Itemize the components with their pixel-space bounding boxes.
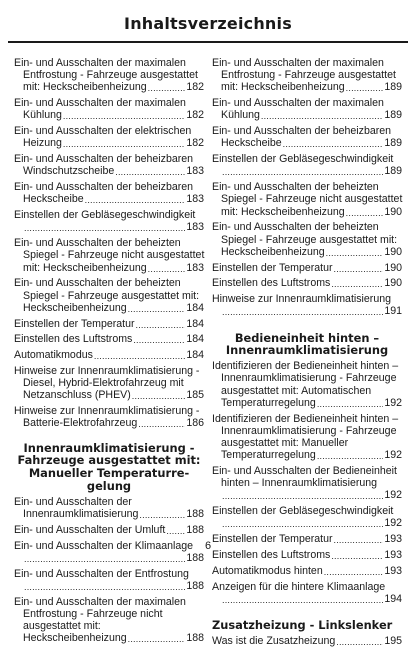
toc-entry-text: Ein- und Ausschalten der beheizten: [14, 277, 181, 290]
toc-page-number: 183: [186, 221, 204, 234]
toc-entry-text: Automatikmodus: [14, 349, 93, 362]
dot-leader: [261, 113, 383, 122]
toc-page-number: 182: [186, 137, 204, 150]
toc-page-number: 188: [186, 579, 204, 592]
toc-entry-text: Entfrostung - Fahrzeuge ausgestattet: [221, 69, 396, 82]
toc-entry[interactable]: [14, 153, 204, 177]
toc-page-number: 190: [384, 205, 402, 218]
toc-entry[interactable]: [14, 568, 204, 592]
toc-page-number: 188: [186, 523, 204, 536]
toc-page-number: 188: [186, 551, 204, 564]
toc-entry[interactable]: [212, 97, 402, 121]
section-heading-manual-climate: Innenraumklimatisierung - Fahrzeuge ausgestattet mit: Manueller Temperaturre-gelung: [17, 440, 201, 493]
dot-leader: [132, 393, 186, 402]
toc-entry-text: mit: Heckscheibenheizung: [23, 261, 147, 274]
toc-page-number: 190: [384, 245, 402, 258]
toc-entry-text: Netzanschluss (PHEV): [23, 389, 131, 402]
dot-leader: [85, 197, 186, 206]
toc-entry-text: Heckscheibe: [23, 193, 84, 206]
toc-entry-text: Ein- und Ausschalten der beheizbaren: [212, 125, 392, 138]
toc-entry[interactable]: [212, 57, 402, 94]
toc-page-number: 182: [186, 81, 204, 94]
toc-entry[interactable]: [14, 524, 204, 536]
toc-page-number: 193: [384, 564, 402, 577]
toc-entry-text: Innenraumklimatisierung - Fahrzeuge: [221, 372, 397, 385]
toc-page-number: 184: [186, 317, 204, 330]
toc-page-number: 192: [384, 517, 402, 530]
toc-page-number: 194: [384, 592, 402, 605]
toc-page-number: 193: [384, 533, 402, 546]
dot-leader: [336, 638, 383, 647]
page-number: 6: [204, 540, 212, 552]
toc-entry-text: Entfrostung - Fahrzeuge ausgestattet: [23, 69, 198, 82]
toc-entry[interactable]: [14, 57, 204, 94]
toc-page-number: 185: [186, 389, 204, 402]
toc-group-left-b: [14, 496, 204, 645]
toc-entry[interactable]: [14, 97, 204, 121]
toc-entry-text: Ein- und Ausschalten der beheizbaren: [14, 181, 194, 194]
toc-page-number: 189: [384, 165, 402, 178]
toc-entry-text: Ein- und Ausschalten der Klimaanlage: [14, 539, 194, 552]
toc-entry[interactable]: [14, 125, 204, 149]
toc-entry-text: Innenraumklimatisierung - Fahrzeuge: [221, 424, 397, 437]
toc-page-number: 189: [384, 81, 402, 94]
dot-leader: [222, 309, 383, 318]
toc-entry-text: Einstellen des Luftstroms: [212, 549, 331, 562]
toc-entry-text: Heckscheibe: [221, 137, 282, 150]
toc-page-number: 195: [384, 634, 402, 647]
toc-entry-text: Kühlung: [23, 109, 62, 122]
toc-entry-text: Ein- und Ausschalten der beheizten: [212, 221, 379, 234]
toc-page-number: 188: [186, 508, 204, 520]
toc-entry-text: Einstellen des Luftstroms: [212, 277, 331, 290]
toc-page-number: 186: [186, 417, 204, 430]
toc-page-number: 184: [186, 301, 204, 314]
dot-leader: [222, 596, 383, 605]
dot-leader: [326, 249, 384, 258]
toc-entry-text: Ein- und Ausschalten der maximalen: [14, 97, 186, 110]
toc-entry[interactable]: [212, 465, 402, 502]
toc-entry-text: Innenraumklimatisierung: [23, 508, 139, 520]
dot-leader: [222, 521, 383, 530]
toc-entry-text: Ein- und Ausschalten der maximalen: [212, 57, 384, 69]
toc-entry-text: Identifizieren der Bedieneinheit hinten –: [212, 412, 399, 425]
toc-entry-text: Entfrostung - Fahrzeuge nicht: [23, 607, 163, 620]
dot-leader: [128, 635, 186, 644]
toc-entry[interactable]: [14, 277, 204, 314]
toc-entry[interactable]: [212, 153, 402, 177]
toc-entry-text: Ein- und Ausschalten der Bedieneinheit: [212, 465, 397, 478]
dot-leader: [136, 321, 186, 330]
toc-entry-text: Ein- und Ausschalten der Entfrostung: [14, 567, 189, 580]
section-heading-rear-climate: Bedieneinheit hinten – Innenraumklimatisierung: [225, 330, 389, 358]
dot-leader: [346, 85, 384, 94]
title-rule: [8, 41, 408, 43]
toc-entry-text: Windschutzscheibe: [23, 165, 115, 178]
toc-entry[interactable]: [14, 596, 204, 645]
toc-page-number: 189: [384, 137, 402, 150]
toc-entry-text: Heckscheibenheizung: [23, 632, 127, 645]
toc-entry-text: Einstellen der Temperatur: [212, 533, 333, 546]
toc-page-number: 188: [186, 632, 204, 645]
section-heading-auxiliary-heater: Zusatzheizung - Linkslenker: [212, 618, 393, 633]
toc-entry-text: Einstellen der Temperatur: [212, 261, 333, 274]
toc-entry-text: Anzeigen für die hintere Klimaanlage: [212, 580, 386, 593]
toc-entry[interactable]: [14, 405, 204, 429]
toc-entry-text: hinten – Innenraumklimatisierung: [221, 477, 378, 490]
toc-entry-text: Hinweise zur Innenraumklimatisierung -: [14, 365, 200, 377]
dot-leader: [222, 169, 383, 178]
toc-entry-text: Spiegel - Fahrzeuge nicht ausgestattet: [221, 193, 403, 206]
toc-entry-text: mit: Heckscheibenheizung: [23, 81, 147, 94]
toc-entry[interactable]: [212, 413, 402, 462]
dot-leader: [128, 305, 186, 314]
toc-page-number: 189: [384, 109, 402, 122]
toc-page-number: 190: [384, 277, 402, 290]
left-column: [14, 57, 204, 648]
toc-entry-text: Ein- und Ausschalten der maximalen: [212, 97, 384, 110]
toc-entry-text: Hinweise zur Innenraumklimatisierung -: [14, 405, 200, 418]
toc-page-number: 184: [186, 333, 204, 346]
toc-entry[interactable]: [14, 333, 204, 345]
dot-leader: [334, 265, 384, 274]
toc-entry-text: Einstellen der Temperatur: [14, 317, 135, 330]
toc-group-right-a: [212, 57, 402, 318]
dot-leader: [24, 225, 185, 234]
toc-entry-text: mit: Heckscheibenheizung: [221, 205, 345, 218]
toc-entry[interactable]: [14, 318, 204, 330]
toc-entry-text: ausgestattet mit: Manueller: [221, 437, 349, 450]
toc-entry-text: Spiegel - Fahrzeuge ausgestattet mit:: [23, 289, 200, 302]
toc-entry[interactable]: [212, 181, 402, 218]
toc-entry-text: Einstellen des Luftstroms: [14, 333, 133, 346]
dot-leader: [138, 421, 185, 430]
toc-entry-text: Ein- und Ausschalten der beheizbaren: [14, 153, 194, 166]
dot-leader: [331, 552, 383, 561]
toc-entry-text: Was ist die Zusatzheizung: [212, 634, 336, 647]
right-column: [212, 57, 402, 651]
dot-leader: [324, 568, 384, 577]
toc-entry-text: Einstellen der Gebläsegeschwindigkeit: [212, 153, 394, 166]
toc-entry-text: Ein- und Ausschalten der maximalen: [14, 595, 186, 608]
toc-page-number: 182: [186, 109, 204, 122]
toc-entry-text: Batterie-Elektrofahrzeug: [23, 417, 138, 430]
toc-entry-text: Kühlung: [221, 109, 260, 122]
toc-entry-text: Ein- und Ausschalten der beheizten: [14, 237, 181, 250]
toc-entry[interactable]: [212, 635, 402, 647]
toc-entry[interactable]: [14, 349, 204, 361]
toc-page-number: 192: [384, 449, 402, 462]
toc-entry-text: Ein- und Ausschalten der elektrischen: [14, 125, 192, 138]
toc-entry[interactable]: [212, 125, 402, 149]
dot-leader: [139, 511, 185, 520]
toc-entry-text: Einstellen der Gebläsegeschwindigkeit: [212, 505, 394, 518]
toc-entry-text: ausgestattet mit:: [23, 620, 101, 632]
dot-leader: [115, 169, 185, 178]
toc-entry-text: mit: Heckscheibenheizung: [221, 81, 345, 94]
dot-leader: [148, 265, 186, 274]
toc-page-number: 190: [384, 261, 402, 274]
toc-entry-text: Ein- und Ausschalten der Umluft: [14, 523, 166, 536]
toc-entry[interactable]: [212, 505, 402, 529]
toc-entry-text: ausgestattet mit: Automatischen: [221, 384, 372, 397]
toc-entry-text: Diesel, Hybrid-Elektrofahrzeug mit: [23, 377, 184, 390]
dot-leader: [24, 583, 185, 592]
dot-leader: [222, 493, 383, 502]
toc-entry[interactable]: [212, 277, 402, 289]
page-title: Inhaltsverzeichnis: [124, 14, 292, 33]
toc-entry-text: Ein- und Ausschalten der beheizten: [212, 181, 379, 194]
toc-group-left-a: [14, 57, 204, 430]
toc-page-number: 183: [186, 193, 204, 206]
toc-entry[interactable]: [14, 209, 204, 233]
toc-page-number: 183: [186, 165, 204, 178]
toc-entry[interactable]: [14, 181, 204, 205]
toc-page-number: 191: [384, 305, 402, 318]
toc-group-right-b: [212, 360, 402, 605]
header: [8, 0, 408, 40]
dot-leader: [346, 209, 384, 218]
dot-leader: [283, 141, 384, 150]
toc-entry-text: Ein- und Ausschalten der maximalen: [14, 57, 186, 69]
toc-entry-text: Ein- und Ausschalten der: [14, 495, 132, 508]
toc-page-number: 192: [384, 396, 402, 409]
toc-entry[interactable]: [212, 262, 402, 274]
dot-leader: [331, 281, 383, 290]
toc-page-number: 183: [186, 261, 204, 274]
toc-entry-text: Heckscheibenheizung: [221, 245, 325, 258]
toc-entry[interactable]: [212, 221, 402, 258]
toc-group-right-c: [212, 635, 402, 647]
toc-entry-text: Einstellen der Gebläsegeschwindigkeit: [14, 209, 196, 222]
dot-leader: [63, 113, 185, 122]
toc-entry-text: Hinweise zur Innenraumklimatisierung: [212, 293, 391, 306]
toc-page-number: 192: [384, 489, 402, 502]
toc-entry[interactable]: [14, 237, 204, 274]
toc-page-number: 184: [186, 349, 204, 362]
dot-leader: [24, 555, 185, 564]
dot-leader: [148, 85, 186, 94]
toc-entry[interactable]: [212, 581, 402, 605]
toc-entry-text: Heizung: [23, 137, 62, 150]
toc-entry-text: Identifizieren der Bedieneinheit hinten –: [212, 360, 399, 373]
toc-entry-text: Heckscheibenheizung: [23, 301, 127, 314]
toc-entry[interactable]: [212, 360, 402, 409]
toc-entry-text: Spiegel - Fahrzeuge nicht ausgestattet: [23, 249, 205, 262]
dot-leader: [63, 141, 185, 150]
toc-entry-text: Temperaturregelung: [221, 449, 316, 462]
dot-leader: [166, 527, 185, 536]
dot-leader: [317, 400, 384, 409]
toc-entry[interactable]: [212, 293, 402, 317]
toc-entry-text: Automatikmodus hinten: [212, 564, 323, 577]
toc-entry[interactable]: [14, 496, 204, 520]
toc-entry-text: Temperaturregelung: [221, 396, 316, 409]
toc-entry-text: Spiegel - Fahrzeuge ausgestattet mit:: [221, 233, 398, 246]
toc-page-number: 193: [384, 549, 402, 562]
dot-leader: [133, 337, 185, 346]
dot-leader: [317, 452, 384, 461]
dot-leader: [94, 352, 185, 361]
toc-entry[interactable]: [14, 365, 204, 402]
